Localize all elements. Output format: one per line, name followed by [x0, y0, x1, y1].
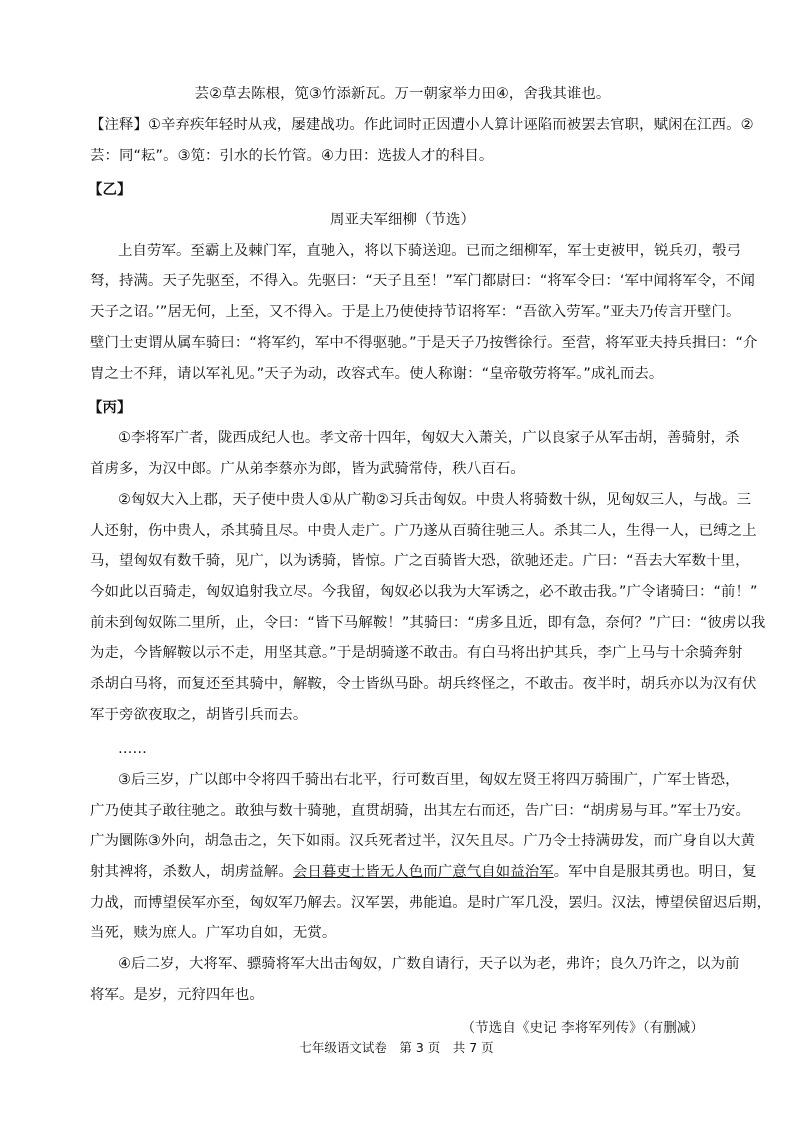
- bing-p3-line-2: 广乃使其子敢往驰之。敢独与数十骑驰，直贯胡骑，出其左右而还，告广曰：“胡虏易与耳。”军士乃安。: [90, 803, 750, 819]
- bing-p2-line-3: 马，望匈奴有数千骑，见广，以为诱骑，皆惊。广之百骑皆大恐，欲驰还走。广曰：“吾去大军数十里，: [90, 553, 750, 569]
- notes-line-1: 【注释】①辛弃疾年轻时从戎，屡建战功。作此词时正因遭小人算计诬陷而被罢去官职，赋闲在江西。②: [90, 117, 754, 133]
- bing-p3-line-3: 广为圜陈③外向，胡急击之，矢下如雨。汉兵死者过半，汉矢且尽。广乃令士持满毋发，而广身自以大黄: [90, 833, 756, 849]
- notes-line-2: 芸：同“耘”。③笕：引水的长竹管。④力田：选拔人才的科目。: [90, 148, 494, 164]
- section-yi-title: 周亚夫军细柳（节选）: [330, 212, 475, 228]
- bing-p1-line-2: 首虏多，为汉中郎。广从弟李蔡亦为郎，皆为武骑常侍，秩八百石。: [90, 461, 525, 477]
- ellipsis: ……: [118, 741, 147, 757]
- bing-p4-line-2: 将军。是岁，元狩四年也。: [90, 987, 264, 1003]
- bing-p3-line-6: 当死，赎为庶人。广军功自如，无赏。: [90, 925, 337, 941]
- yi-line-4: 壁门士吏谓从属车骑曰：“将军约，军中不得驱驰。”于是天子乃按辔徐行。至营，将军亚夫持兵揖曰：“介: [90, 335, 758, 351]
- poem-tail: 芸②草去陈根，笕③竹添新瓦。万一朝家举力田④，舍我其谁也。: [194, 86, 611, 102]
- bing-p3-line-4: [90, 862, 757, 882]
- bing-p3-line-4-start: 射其裨将，杀数人，胡虏益解。: [90, 864, 293, 880]
- bing-p2-line-4: 今如此以百骑走，匈奴追射我立尽。今我留，匈奴必以我为大军诱之，必不敢击我。”广令诸骑曰：“前！”: [90, 584, 758, 600]
- bing-p2-line-8: 军于旁欲夜取之，胡皆引兵而去。: [90, 707, 308, 723]
- bing-p4-line-1: ④后二岁，大将军、骠骑将军大出击匈奴，广数自请行，天子以为老，弗许；良久乃许之，以为前: [118, 956, 740, 972]
- bing-p3-line-4-end: 。军中自是服其勇也。明日，复: [553, 864, 757, 880]
- yi-line-1: 上自劳军。至霸上及棘门军，直驰入，将以下骑送迎。已而之细柳军，军士吏被甲，锐兵刃，彀弓: [118, 243, 742, 259]
- source-citation: （节选自《史记 李将军列传》（有删减）: [461, 1020, 704, 1036]
- bing-p1-line-1: ①李将军广者，陇西成纪人也。孝文帝十四年，匈奴大入萧关，广以良家子从军击胡，善骑射，杀: [118, 430, 740, 446]
- underlined-sentence: 会日暮吏士皆无人色而广意气自如益治军: [292, 864, 554, 880]
- yi-line-5: 胄之士不拜，请以军礼见。”天子为动，改容式车。使人称谢：“皇帝敬劳将军。”成礼而去。: [90, 366, 664, 382]
- bing-p2-line-1: ②匈奴大入上郡，天子使中贵人①从广勒②习兵击匈奴。中贵人将骑数十纵，见匈奴三人，与战。三: [118, 492, 752, 508]
- yi-line-3: 天子之诏。’”居无何，上至，又不得入。于是上乃使使持节诏将军：“吾欲入劳军。”亚夫乃传言开壁门。: [90, 304, 741, 320]
- bing-p2-line-7: 杀胡白马将，而复还至其骑中，解鞍，令士皆纵马卧。胡兵终怪之，不敢击。夜半时，胡兵亦以为汉有伏: [90, 676, 757, 692]
- bing-p2-line-2: 人还射，伤中贵人，杀其骑且尽。中贵人走广。广乃遂从百骑往驰三人。杀其二人，生得一人，已缚之上: [90, 523, 757, 539]
- bing-p3-line-1: ③后三岁，广以郎中令将四千骑出右北平，行可数百里，匈奴左贤王将四万骑围广，广军士皆恐，: [118, 772, 740, 788]
- bing-p3-line-5: 力战，而博望侯军亦至，匈奴军乃解去。汉军罢，弗能追。是时广军几没，罢归。汉法，博望侯留迟后期，: [90, 895, 772, 911]
- section-yi-marker: 【乙】: [88, 182, 132, 198]
- bing-p2-line-5: 前未到匈奴陈二里所，止，令曰：“皆下马解鞍！”其骑曰：“虏多且近，即有急，奈何？”广曰：“彼虏以我: [90, 615, 766, 631]
- page-footer: 七年级语文试卷 第 3 页 共 7 页: [299, 1040, 494, 1055]
- yi-line-2: 弩，持满。天子先驱至，不得入。先驱曰：“天子且至！”军门都尉曰：“将军令曰：‘军中闻将军令，不闻: [90, 273, 755, 289]
- section-bing-marker: 【丙】: [88, 400, 132, 416]
- bing-p2-line-6: 为走，今皆解鞍以示不走，用坚其意。”于是胡骑遂不敢击。有白马将出护其兵，李广上马与十余骑奔射: [90, 645, 743, 661]
